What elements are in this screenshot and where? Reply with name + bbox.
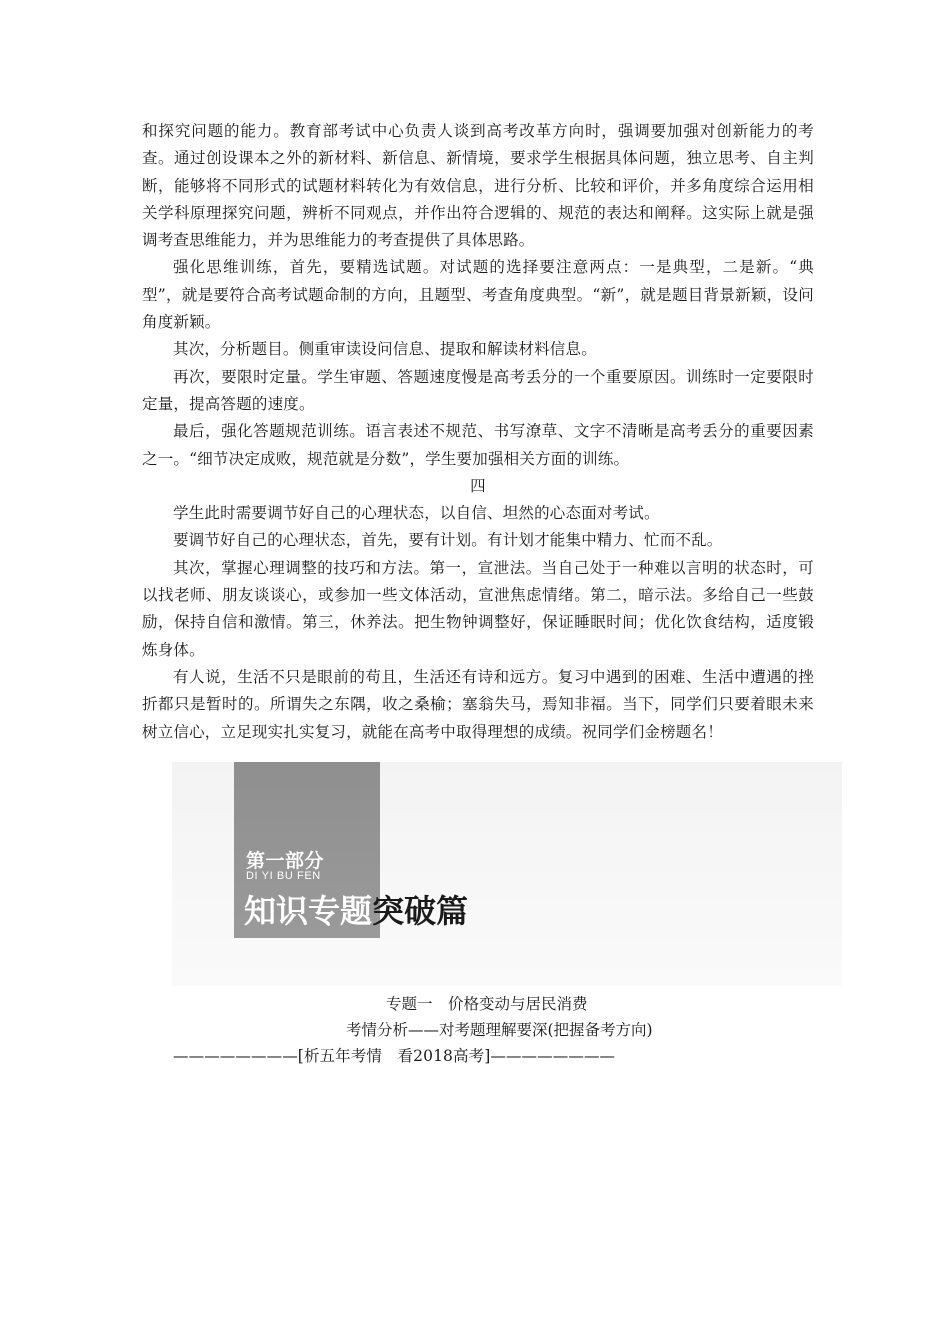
- paragraph-analyze: 其次，分析题目。侧重审读设问信息、提取和解读材料信息。: [173, 340, 597, 359]
- paragraph-standards: 最后，强化答题规范训练。语言表述不规范、书写潦草、文字不清晰是高考丢分的重要因素之一。“细节决定成败，规范就是分数”，学生要加强相关方面的训练。: [142, 422, 814, 468]
- paragraph-mental-state: 学生此时需要调节好自己的心理状态，以自信、坦然的心态面对考试。: [173, 504, 660, 523]
- paragraph-plan: 要调节好自己的心理状态，首先，要有计划。有计划才能集中精力、忙而不乱。: [173, 531, 723, 550]
- part-banner: [172, 762, 842, 986]
- section-divider: ————————[析五年考情 看2018高考]————————: [173, 1047, 616, 1065]
- paragraph-thinking-training: 强化思维训练，首先，要精选试题。对试题的选择要注意两点：一是典型，二是新。“典型”，就是要符合高考试题命制的方向，且题型、考查角度典型。“新”，就是题目背景新颖，设问角度新颖。: [142, 258, 814, 332]
- banner-part-pinyin: DI YI BU FEN: [246, 870, 321, 882]
- paragraph-time-limit: 再次，要限时定量。学生审题、答题速度慢是高考丢分的一个重要原因。训练时一定要限时定量，提高答题的速度。: [142, 367, 814, 413]
- body-text: [142, 118, 814, 746]
- paragraph-closing: 有人说，生活不只是眼前的苟且，生活还有诗和远方。复习中遇到的困难、生活中遭遇的挫折都只是暂时的。所谓失之东隅，收之桑榆；塞翁失马，焉知非福。当下，同学们只要着眼未来树立信心，立足现实扎实复习，就能在高考中取得理想的成绩。祝同学们金榜题名！: [142, 667, 814, 741]
- banner-title-light: 知识专题: [244, 892, 373, 930]
- paragraph-continuation: 和探究问题的能力。教育部考试中心负责人谈到高考改革方向时，强调要加强对创新能力的考查。通过创设课本之外的新材料、新信息、新情境，要求学生根据具体问题，独立思考、自主判断，能够将不同形式的试题材料转化为有效信息，进行分析、比较和评价，并多角度综合运用相关学科原理探究问题，辨析不同观点，并作出符合逻辑的、规范的表达和阐释。这实际上就是强调考查思维能力，并为思维能力的考查提供了具体思路。: [142, 122, 814, 250]
- section-number: 四: [470, 476, 486, 495]
- paragraph-techniques: 其次，掌握心理调整的技巧和方法。第一，宣泄法。当自己处于一种难以言明的状态时，可以找老师、朋友谈谈心，或参加一些文体活动，宣泄焦虑情绪。第二，暗示法。多给自己一些鼓励，保持自信和激情。第三，休养法。把生物钟调整好，保证睡眠时间；优化饮食结构，适度锻炼身体。: [142, 558, 814, 659]
- topic-heading: 专题一 价格变动与居民消费: [386, 995, 588, 1013]
- banner-title-dark: 突破篇: [372, 892, 469, 930]
- banner-title: [244, 886, 468, 932]
- banner-part-label: 第一部分: [246, 850, 325, 872]
- analysis-heading: 考情分析——对考题理解要深(把握备考方向): [346, 1021, 653, 1039]
